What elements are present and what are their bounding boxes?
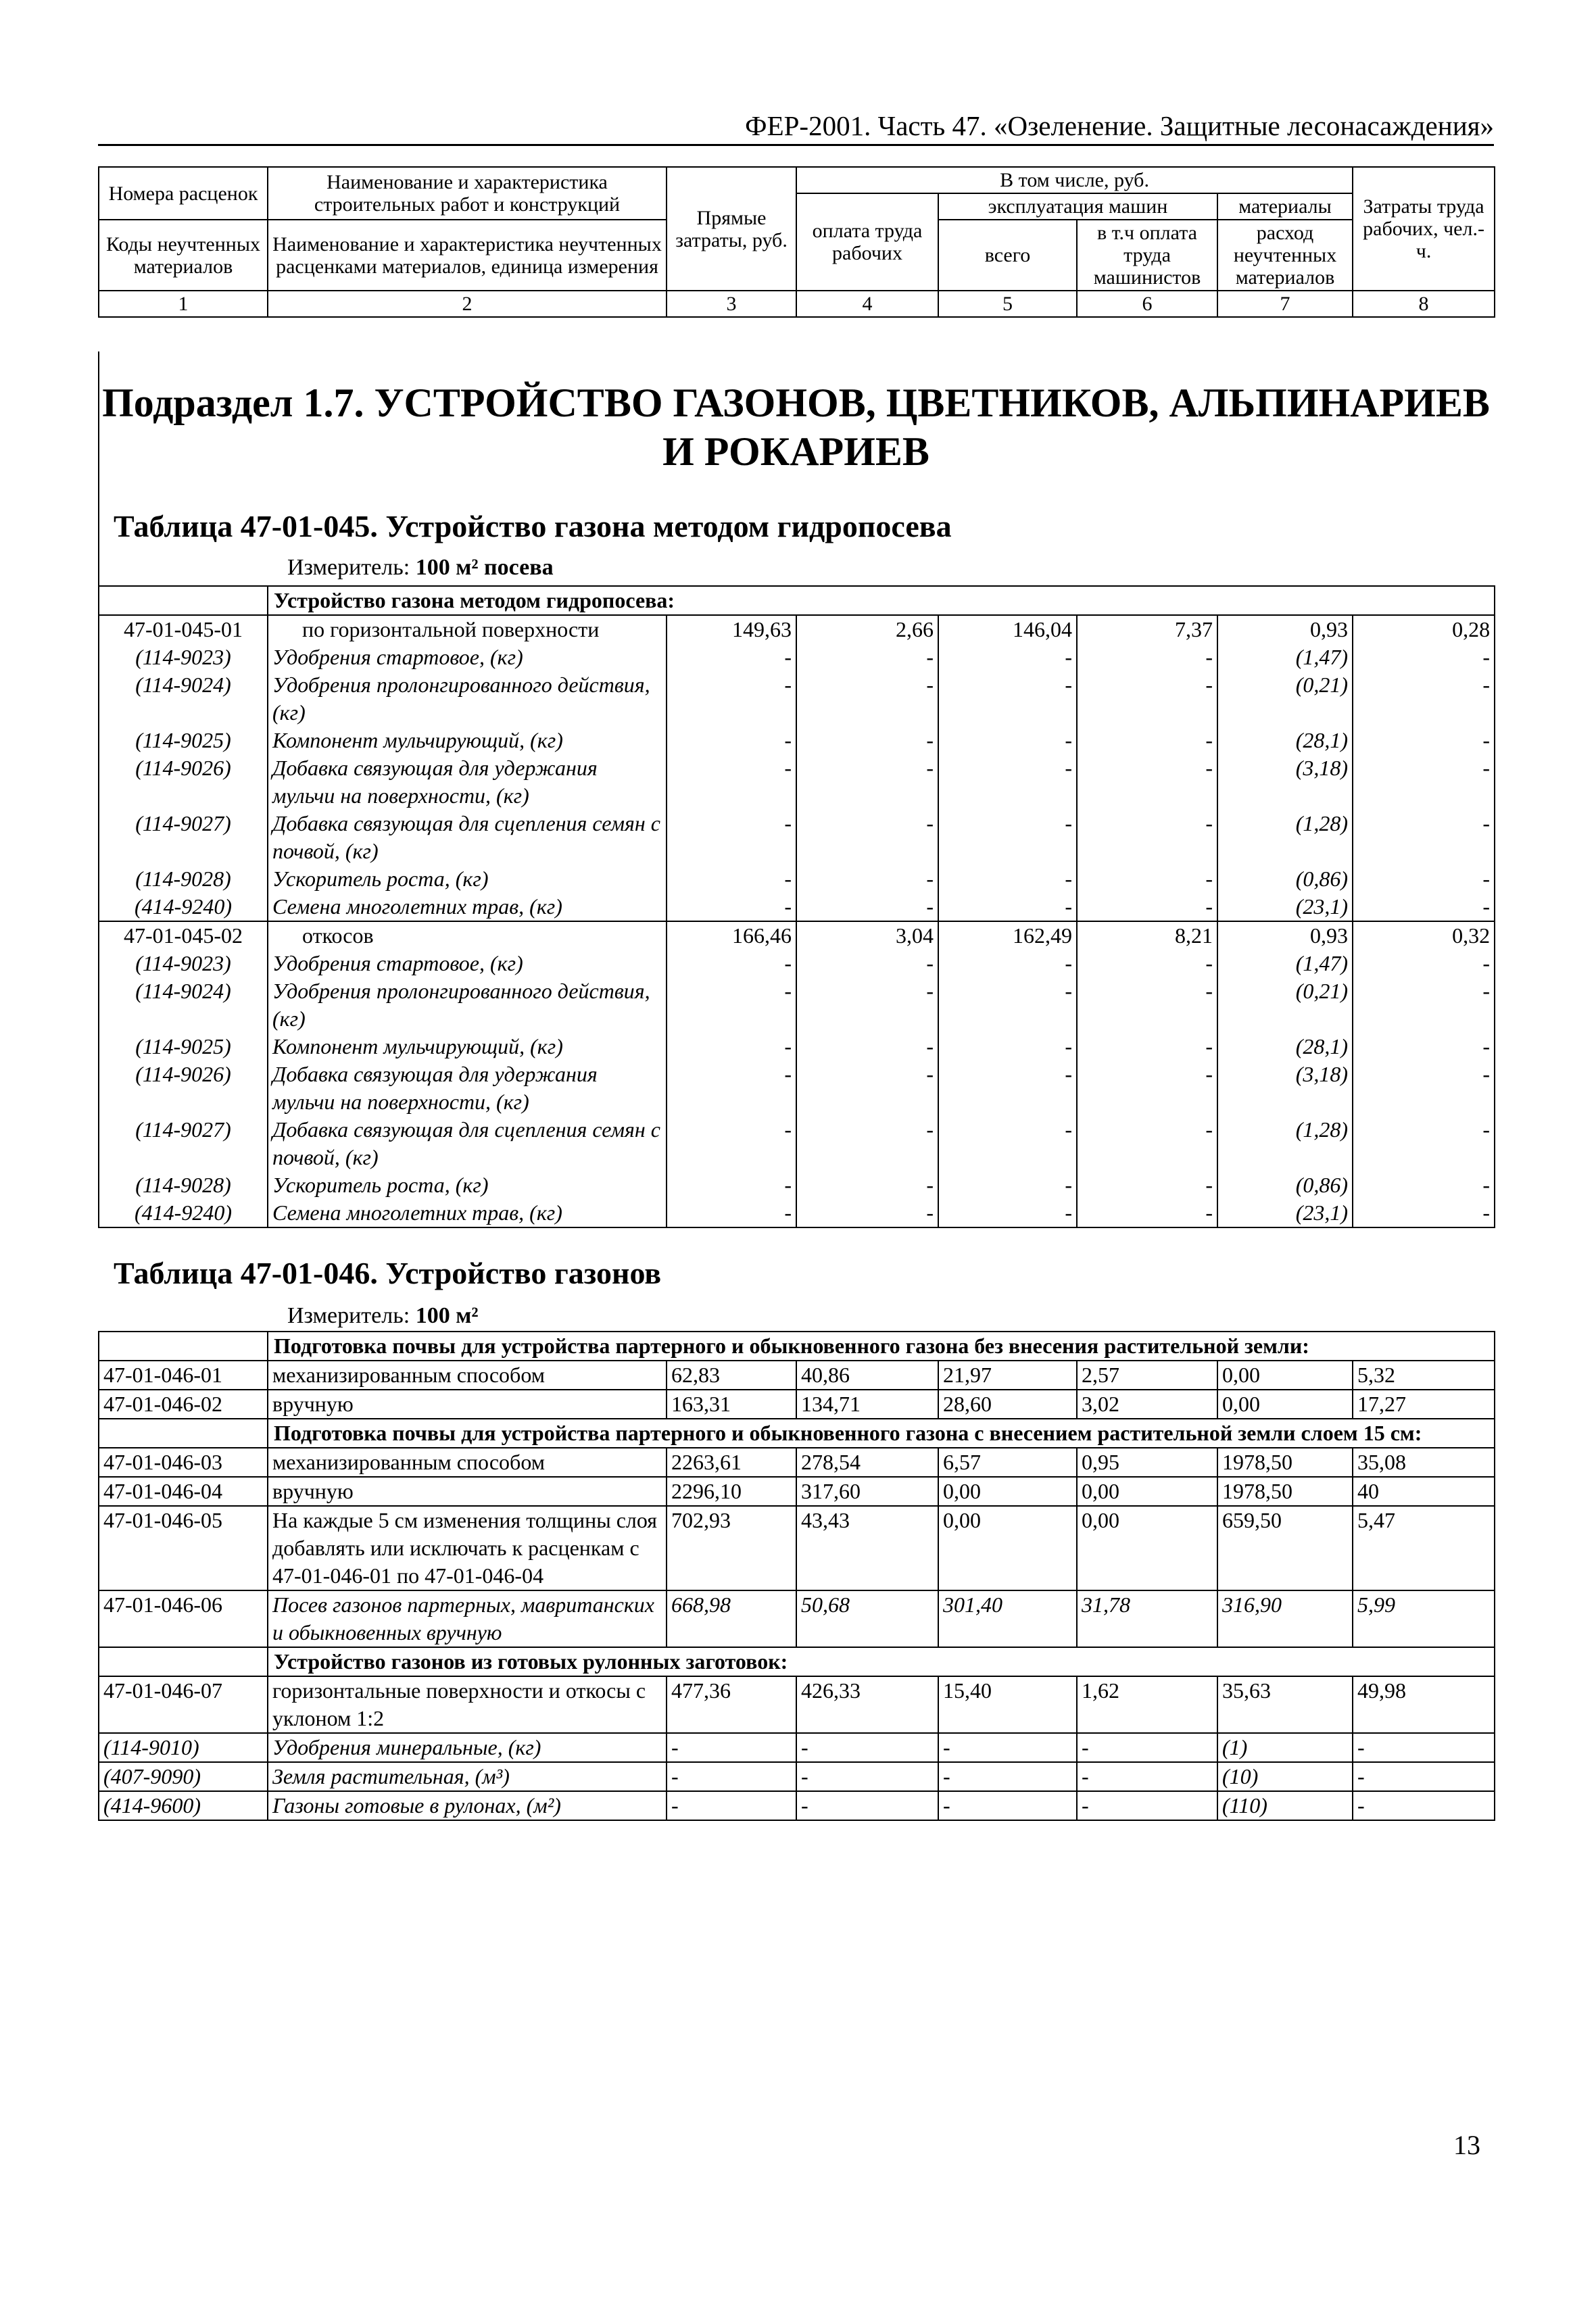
table-row [99,615,1495,643]
group-row [99,1419,1495,1448]
table-row [99,865,1495,893]
value-c4: 50,68 [796,1590,938,1647]
value-c7: 0,00 [1217,1361,1353,1390]
value-c6: 7,37 [1077,615,1217,643]
value-c6: - [1077,754,1217,810]
rate-code: 47-01-045-01 [99,615,268,643]
value-c7: (0,86) [1217,1171,1353,1199]
rate-name: механизированным способом [268,1361,667,1390]
rate-name: Удобрения пролонгированного действия, (кг) [268,671,667,727]
table-47-01-045-body [99,586,1495,1227]
value-c6: - [1077,977,1217,1033]
table-row [99,1171,1495,1199]
value-c7: (3,18) [1217,1061,1353,1116]
rate-name: вручную [268,1390,667,1419]
rate-name: Ускоритель роста, (кг) [268,865,667,893]
value-c6: 8,21 [1077,921,1217,950]
value-c7: (1,28) [1217,810,1353,865]
value-c6: - [1077,950,1217,977]
value-c3: 2263,61 [667,1448,796,1477]
rate-code: 47-01-046-02 [99,1390,268,1419]
value-c8: - [1353,1762,1495,1791]
value-c5: - [938,950,1077,977]
table-row [99,671,1495,727]
value-c8: - [1353,893,1495,921]
header-material-codes: Коды неучтенных материалов [99,220,268,291]
group-title: Подготовка почвы для устройства партерного и обыкновенного газона с внесением растительной земли слоем 15 см: [268,1419,1495,1448]
table-row [99,1199,1495,1227]
value-c6: - [1077,671,1217,727]
header-material-consumption: расход неучтенных материалов [1217,220,1353,291]
rate-code: 47-01-046-05 [99,1506,268,1590]
col-number-3: 3 [667,291,796,317]
table-row [99,893,1495,921]
value-c8: 5,99 [1353,1590,1495,1647]
value-c3: 62,83 [667,1361,796,1390]
rate-name: по горизонтальной поверхности [268,615,667,643]
rate-code: 47-01-045-02 [99,921,268,950]
group-blank-cell [99,1647,268,1676]
value-c8: - [1353,977,1495,1033]
running-header: ФЕР-2001. Часть 47. «Озеленение. Защитные лесонасаждения» [745,110,1494,141]
table-row [99,1033,1495,1061]
group-row [99,1647,1495,1676]
value-c5: - [938,754,1077,810]
value-c3: - [667,1061,796,1116]
value-c8: - [1353,810,1495,865]
value-c6: 0,95 [1077,1448,1217,1477]
value-c7: (28,1) [1217,727,1353,754]
col-number-4: 4 [796,291,938,317]
value-c5: - [938,1791,1077,1820]
value-c7: (0,86) [1217,865,1353,893]
value-c3: - [667,1171,796,1199]
value-c5: - [938,727,1077,754]
rate-name: Удобрения стартовое, (кг) [268,643,667,671]
value-c7: (1) [1217,1733,1353,1762]
rate-name: Земля растительная, (м³) [268,1762,667,1791]
value-c8: - [1353,950,1495,977]
value-c4: - [796,865,938,893]
rate-code: (114-9028) [99,865,268,893]
value-c8: - [1353,1061,1495,1116]
value-c6: - [1077,1033,1217,1061]
value-c4: - [796,810,938,865]
col-number-1: 1 [99,291,268,317]
value-c8: 0,32 [1353,921,1495,950]
value-c8: - [1353,1791,1495,1820]
value-c7: 1978,50 [1217,1448,1353,1477]
value-c5: 301,40 [938,1590,1077,1647]
value-c6: - [1077,1733,1217,1762]
rate-code: 47-01-046-07 [99,1676,268,1733]
rate-name: механизированным способом [268,1448,667,1477]
value-c8: - [1353,1733,1495,1762]
value-c3: - [667,1199,796,1227]
value-c5: 21,97 [938,1361,1077,1390]
value-c8: - [1353,1033,1495,1061]
value-c3: - [667,865,796,893]
value-c8: 40 [1353,1477,1495,1506]
value-c7: 659,50 [1217,1506,1353,1590]
value-c4: - [796,1033,938,1061]
rate-code: (114-9026) [99,754,268,810]
value-c5: - [938,1199,1077,1227]
rate-code: (114-9010) [99,1733,268,1762]
table-47-01-045 [98,585,1495,1228]
value-c6: - [1077,865,1217,893]
header-machines-total: всего [938,220,1077,291]
value-c7: 0,93 [1217,921,1353,950]
header-machines: эксплуатация машин [938,193,1217,220]
value-c7: (110) [1217,1791,1353,1820]
value-c5: - [938,810,1077,865]
value-c6: 2,57 [1077,1361,1217,1390]
value-c7: (0,21) [1217,671,1353,727]
value-c6: 0,00 [1077,1506,1217,1590]
rate-name: Семена многолетних трав, (кг) [268,1199,667,1227]
value-c5: - [938,977,1077,1033]
value-c3: - [667,1791,796,1820]
group-blank-cell [99,1332,268,1361]
column-header-table [98,166,1495,318]
value-c5: - [938,1171,1077,1199]
value-c5: 6,57 [938,1448,1077,1477]
value-c5: - [938,643,1077,671]
value-c7: (28,1) [1217,1033,1353,1061]
value-c6: - [1077,1171,1217,1199]
rate-name: Добавка связующая для сцепления семян с почвой, (кг) [268,1116,667,1171]
value-c3: - [667,1116,796,1171]
rate-code: 47-01-046-04 [99,1477,268,1506]
table-row [99,977,1495,1033]
measure-value: 100 м² [415,1303,479,1328]
value-c3: - [667,1733,796,1762]
value-c3: - [667,977,796,1033]
rate-name: Компонент мульчирующий, (кг) [268,1033,667,1061]
value-c7: (1,28) [1217,1116,1353,1171]
value-c3: - [667,754,796,810]
rate-name: Добавка связующая для удержания мульчи на поверхности, (кг) [268,1061,667,1116]
value-c8: - [1353,727,1495,754]
value-c5: - [938,1116,1077,1171]
table-row [99,1506,1495,1590]
table-row [99,754,1495,810]
table-row [99,643,1495,671]
measure-value: 100 м² посева [415,555,554,580]
value-c7: 1978,50 [1217,1477,1353,1506]
value-c7: 316,90 [1217,1590,1353,1647]
col-number-7: 7 [1217,291,1353,317]
value-c5: - [938,1061,1077,1116]
value-c8: 35,08 [1353,1448,1495,1477]
value-c4: - [796,1733,938,1762]
value-c7: (10) [1217,1762,1353,1791]
value-c7: (1,47) [1217,643,1353,671]
value-c8: 5,32 [1353,1361,1495,1390]
value-c4: - [796,1791,938,1820]
rate-name: Удобрения минеральные, (кг) [268,1733,667,1762]
value-c5: - [938,865,1077,893]
rate-code: (114-9028) [99,1171,268,1199]
value-c4: 40,86 [796,1361,938,1390]
value-c7: 35,63 [1217,1676,1353,1733]
value-c4: 317,60 [796,1477,938,1506]
value-c6: - [1077,727,1217,754]
rate-code: (114-9024) [99,977,268,1033]
value-c7: 0,93 [1217,615,1353,643]
table-row [99,810,1495,865]
value-c3: - [667,1762,796,1791]
table-row [99,1477,1495,1506]
value-c7: (0,21) [1217,977,1353,1033]
value-c4: 43,43 [796,1506,938,1590]
rate-code: (114-9024) [99,671,268,727]
table-row [99,1361,1495,1390]
rate-code: 47-01-046-03 [99,1448,268,1477]
value-c4: - [796,1171,938,1199]
value-c3: - [667,950,796,977]
value-c4: - [796,671,938,727]
value-c6: - [1077,1199,1217,1227]
value-c3: 149,63 [667,615,796,643]
value-c3: 702,93 [667,1506,796,1590]
value-c3: - [667,643,796,671]
table-row [99,1061,1495,1116]
value-c8: - [1353,1199,1495,1227]
value-c5: 15,40 [938,1676,1077,1733]
rate-name: откосов [268,921,667,950]
header-direct-costs: Прямые затраты, руб. [667,167,796,291]
table-row [99,1733,1495,1762]
measure-label: Измеритель: [287,555,410,580]
header-machinist-pay: в т.ч оплата труда машинистов [1077,220,1217,291]
value-c3: - [667,810,796,865]
value-c7: 0,00 [1217,1390,1353,1419]
value-c7: (3,18) [1217,754,1353,810]
value-c3: 163,31 [667,1390,796,1419]
value-c8: 17,27 [1353,1390,1495,1419]
value-c4: 426,33 [796,1676,938,1733]
table-row [99,1116,1495,1171]
subsection-title: Подраздел 1.7. УСТРОЙСТВО ГАЗОНОВ, ЦВЕТНИКОВ, АЛЬПИНАРИЕВ И РОКАРИЕВ [102,381,1490,474]
header-labor-costs: Затраты труда рабочих, чел.-ч. [1353,167,1495,291]
header-worker-pay: оплата труда рабочих [796,193,938,291]
header-including-group: В том числе, руб. [796,167,1353,193]
value-c5: - [938,1033,1077,1061]
header-materials: материалы [1217,193,1353,220]
value-c4: - [796,977,938,1033]
value-c4: - [796,1199,938,1227]
rate-code: (114-9023) [99,643,268,671]
group-title: Устройство газона методом гидропосева: [268,586,1495,615]
value-c4: - [796,1116,938,1171]
value-c8: 5,47 [1353,1506,1495,1590]
rate-name: Посев газонов партерных, мавританских и обыкновенных вручную [268,1590,667,1647]
value-c6: 1,62 [1077,1676,1217,1733]
value-c6: - [1077,810,1217,865]
value-c4: - [796,1762,938,1791]
value-c8: - [1353,1116,1495,1171]
value-c4: - [796,727,938,754]
rate-code: (114-9026) [99,1061,268,1116]
value-c8: - [1353,1171,1495,1199]
col-number-2: 2 [268,291,667,317]
value-c6: - [1077,643,1217,671]
value-c6: 0,00 [1077,1477,1217,1506]
rate-name: Добавка связующая для сцепления семян с почвой, (кг) [268,810,667,865]
header-material-names: Наименование и характеристика неучтенных расценками материалов, единица измерения [268,220,667,291]
group-title: Устройство газонов из готовых рулонных заготовок: [268,1647,1495,1676]
rate-code: (407-9090) [99,1762,268,1791]
page-number: 13 [1453,2130,1480,2160]
rate-code: 47-01-046-01 [99,1361,268,1390]
value-c3: 166,46 [667,921,796,950]
col-number-6: 6 [1077,291,1217,317]
value-c5: - [938,1733,1077,1762]
rate-code: (114-9027) [99,1116,268,1171]
value-c3: 477,36 [667,1676,796,1733]
rate-name: Компонент мульчирующий, (кг) [268,727,667,754]
value-c4: - [796,1061,938,1116]
table-row [99,921,1495,950]
rate-code: (414-9240) [99,1199,268,1227]
rate-name: вручную [268,1477,667,1506]
value-c5: - [938,893,1077,921]
table-47-01-046-body [99,1332,1495,1820]
col-number-8: 8 [1353,291,1495,317]
rate-code: (114-9025) [99,727,268,754]
value-c5: - [938,1762,1077,1791]
value-c3: - [667,1033,796,1061]
rate-code: (114-9025) [99,1033,268,1061]
value-c4: 2,66 [796,615,938,643]
table-row [99,1390,1495,1419]
value-c8: - [1353,643,1495,671]
table-47-01-046-title: Таблица 47-01-046. Устройство газонов [114,1256,662,1290]
rate-name: Ускоритель роста, (кг) [268,1171,667,1199]
table-47-01-046-measure [287,1302,479,1330]
value-c7: (23,1) [1217,1199,1353,1227]
table-row [99,727,1495,754]
value-c3: 2296,10 [667,1477,796,1506]
rate-name: Добавка связующая для удержания мульчи на поверхности, (кг) [268,754,667,810]
group-title: Подготовка почвы для устройства партерного и обыкновенного газона без внесения растительной земли: [268,1332,1495,1361]
rate-code: 47-01-046-06 [99,1590,268,1647]
value-c8: - [1353,865,1495,893]
header-rate-number: Номера расценок [99,167,268,220]
rate-name: горизонтальные поверхности и откосы с уклоном 1:2 [268,1676,667,1733]
rate-code: (414-9600) [99,1791,268,1820]
rate-code: (114-9023) [99,950,268,977]
value-c3: 668,98 [667,1590,796,1647]
value-c7: (23,1) [1217,893,1353,921]
value-c4: 134,71 [796,1390,938,1419]
value-c8: 49,98 [1353,1676,1495,1733]
value-c5: 0,00 [938,1477,1077,1506]
table-row [99,1590,1495,1647]
value-c6: 31,78 [1077,1590,1217,1647]
value-c6: - [1077,893,1217,921]
table-47-01-046 [98,1331,1495,1821]
rate-name: Удобрения стартовое, (кг) [268,950,667,977]
value-c4: 3,04 [796,921,938,950]
group-blank-cell [99,586,268,615]
rate-name: Удобрения пролонгированного действия, (кг) [268,977,667,1033]
value-c4: - [796,643,938,671]
header-work-name: Наименование и характеристика строительных работ и конструкций [268,167,667,220]
table-row [99,1762,1495,1791]
value-c6: - [1077,1061,1217,1116]
col-number-5: 5 [938,291,1077,317]
table-row [99,1791,1495,1820]
value-c3: - [667,727,796,754]
group-blank-cell [99,1419,268,1448]
value-c6: 3,02 [1077,1390,1217,1419]
value-c6: - [1077,1791,1217,1820]
table-row [99,1448,1495,1477]
value-c4: - [796,754,938,810]
value-c5: 28,60 [938,1390,1077,1419]
group-row [99,1332,1495,1361]
value-c7: (1,47) [1217,950,1353,977]
value-c3: - [667,671,796,727]
value-c5: 162,49 [938,921,1077,950]
rate-code: (114-9027) [99,810,268,865]
value-c5: 146,04 [938,615,1077,643]
value-c8: - [1353,754,1495,810]
value-c4: 278,54 [796,1448,938,1477]
value-c4: - [796,893,938,921]
value-c6: - [1077,1116,1217,1171]
header-rule [98,144,1494,146]
value-c4: - [796,950,938,977]
table-row [99,950,1495,977]
value-c3: - [667,893,796,921]
rate-code: (414-9240) [99,893,268,921]
value-c6: - [1077,1762,1217,1791]
rate-name: На каждые 5 см изменения толщины слоя добавлять или исключать к расценкам с 47-01-046-01 по 47-01-046-04 [268,1506,667,1590]
table-row [99,1676,1495,1733]
value-c5: - [938,671,1077,727]
value-c8: - [1353,671,1495,727]
value-c8: 0,28 [1353,615,1495,643]
value-c5: 0,00 [938,1506,1077,1590]
table-47-01-045-measure [287,554,554,581]
rate-name: Семена многолетних трав, (кг) [268,893,667,921]
rate-name: Газоны готовые в рулонах, (м²) [268,1791,667,1820]
table-47-01-045-title: Таблица 47-01-045. Устройство газона методом гидропосева [114,509,952,543]
measure-label: Измеритель: [287,1303,410,1328]
